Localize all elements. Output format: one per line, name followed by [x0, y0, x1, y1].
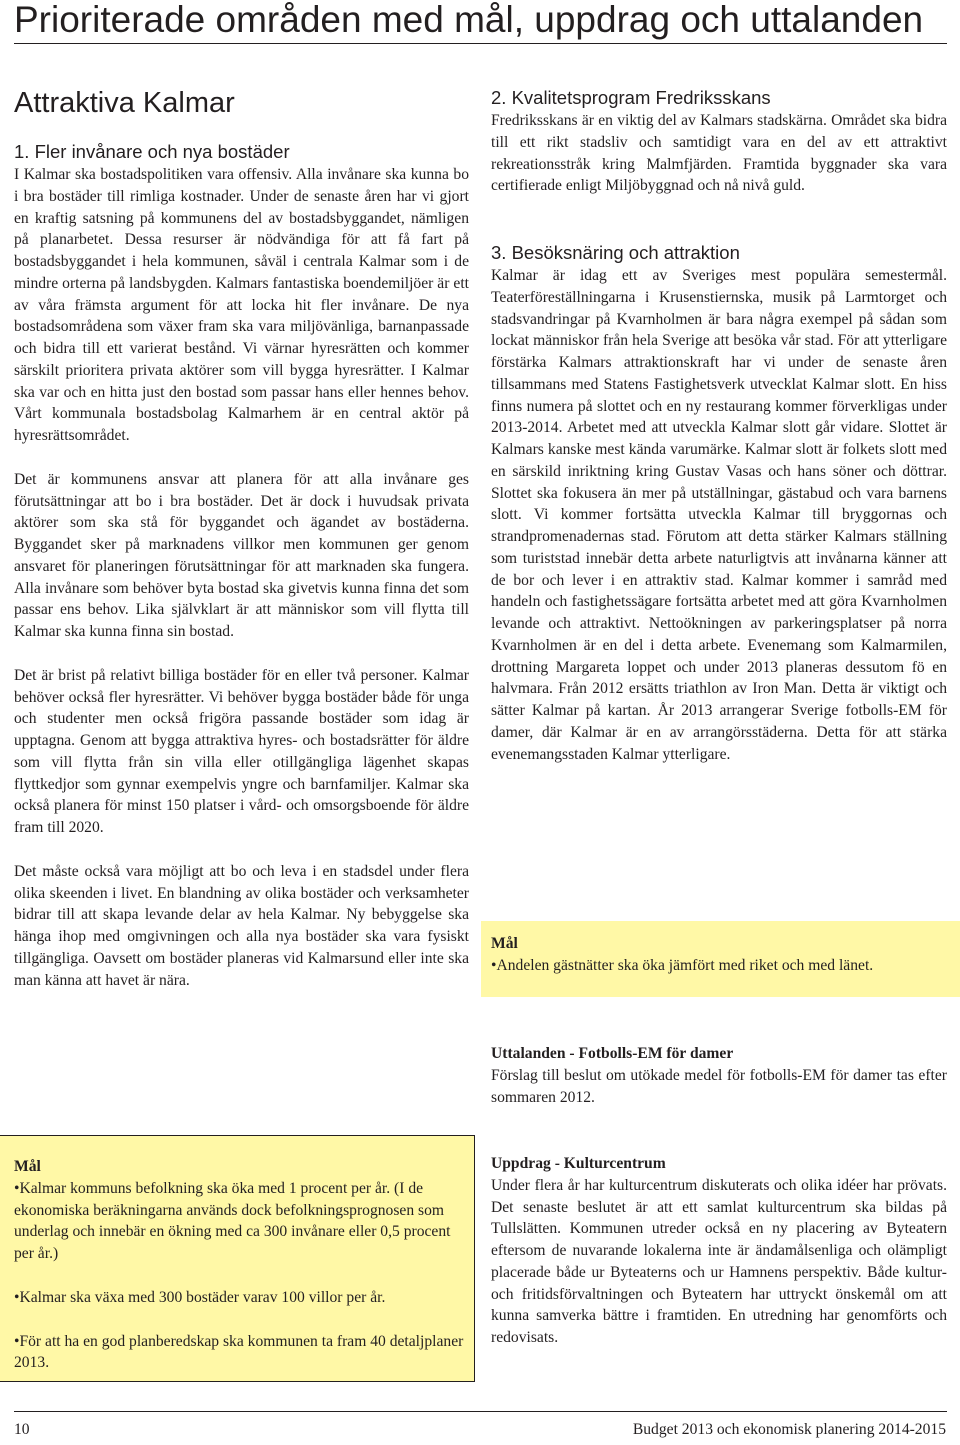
- assignment-block: [491, 1153, 947, 1349]
- statement-title: Uttalanden - Fotbolls-EM för damer: [491, 1045, 734, 1062]
- header-rule: [14, 43, 947, 44]
- page-header-title: Prioriterade områden med mål, uppdrag och uttalanden: [14, 0, 924, 40]
- assignment-text: Under flera år har kulturcentrum diskuterats och olika idéer har prövats. Det senaste beslutet är att ett samlat kulturcentrum ska bildas på Tullslätten. Kommunen utreder också en ny placering av Byteatern eftersom de nuvarande lokalerna inte är ändamålsenliga och olämpligt placerade både ur Byteaterns och ur Hamnens perspektiv. Både kultur- och fritidsförvaltningen och Byteatern har uttryckt önskemål om att kunna samverka bättre i framtiden. En utredning har genomförts och redovisats.: [491, 1176, 947, 1346]
- statement-block: [491, 1043, 947, 1108]
- paragraph-fredriksskans: Fredriksskans är en viktig del av Kalmars stadskärna. Området ska bidra till ett rikt stadsliv och samtidigt vara en del av ett attraktivt rekreationsstråk kring Malmfjärden. Framtida byggnader ska vara certifierade enligt Miljöbyggnad och nå nivå guld.: [491, 112, 947, 195]
- goal-item: •För att ha en god planberedskap ska kommunen ta fram 40 detaljplaner 2013.: [14, 1332, 464, 1372]
- goal-box-right: [481, 921, 960, 997]
- assignment-title: Uppdrag - Kulturcentrum: [491, 1155, 666, 1172]
- goal-box-title: Mål: [491, 935, 518, 952]
- paragraph-2: Det är kommunens ansvar att planera för att alla invånare ges förutsättningar att bo i bra bostäder. Det är dock i huvudsak privata aktörer som ska stå för byggandet och ägandet av bostäderna. Byggandet sker på marknadens villkor men kommunen ger genom ansvaret för planeringen förutsättningar för att marknaden ska fungera. Alla invånare som behöver byta bostad ska givetvis kunna finna det som passar ens behov. Lika självklart är att människor som vill flytta till Kalmar ska kunna finna sin bostad.: [14, 470, 469, 640]
- footer-doc-title: Budget 2013 och ekonomisk planering 2014-2015: [632, 1421, 946, 1438]
- heading-fler-invanare: 1. Fler invånare och nya bostäder: [14, 141, 290, 162]
- paragraph-1: I Kalmar ska bostadspolitiken vara offensiv. Alla invånare ska kunna bo i bra bostäder till rimliga kostnader. Under de senaste åren har vi gjort en kraftig satsning på kommunens del av bostadsbyggandet, nämligen på planarbetet. Dessa resurser är nödvändiga för att få fart på bostadsbyggandet i hela kommunen, såväl i centrala Kalmar som i de mindre orterna på landsbygden. Kalmars fantastiska boendemiljöer är ett av våra främsta argument för att locka hit fler invånare. De nya bostadsområdena som växer fram ska vara miljövänliga, barnanpassade och bidra till ett varierat bestånd. Vi värnar hyresrätten och kommer särskilt prioritera privata aktörer som vill bygga hyresrätter. I Kalmar ska var och en hitta just den bostad som passar hans eller hennes behov. Vårt kommunala bostadsbolag Kalmarhem är en central aktör på hyresrättsområdet.: [14, 166, 469, 444]
- paragraph-3: Det är brist på relativt billiga bostäder för en eller två personer. Kalmar behöver också fler hyresrätter. Vi behöver bygga bostäder både för unga och studenter men också frigöra passande bostäder som idag är upptagna. Genom att bygga attraktiva hyres- och bostadsrätter för äldre som vill flytta från sin villa eller otillgängliga lägenhet skapas flyttkedjor som gynnar exempelvis yngre och barnfamiljer. Kalmar ska också planera för minst 150 platser i vård- och omsorgsboende för äldre fram till 2020.: [14, 666, 469, 836]
- page-number: 10: [14, 1421, 30, 1438]
- goal-item: •Andelen gästnätter ska öka jämfört med riket och med länet.: [491, 956, 874, 974]
- left-column: [14, 140, 469, 991]
- heading-fredriksskans: 2. Kvalitetsprogram Fredriksskans: [491, 87, 771, 108]
- goal-item: •Kalmar kommuns befolkning ska öka med 1 procent per år. (I de ekonomiska beräkningarna används dock befolkningsprognosen som underlag och innebär en ökning med ca 300 invånare eller 0,5 procent per år.): [14, 1179, 451, 1262]
- statement-text: Förslag till beslut om utökade medel för fotbolls-EM för damer tas efter sommaren 2012.: [491, 1066, 947, 1106]
- right-column: [491, 86, 947, 765]
- heading-besoksnaring: 3. Besöksnäring och attraktion: [491, 242, 740, 263]
- goal-box-title: Mål: [14, 1158, 41, 1175]
- section-title: Attraktiva Kalmar: [14, 87, 235, 119]
- goal-box-left: [0, 1135, 475, 1382]
- paragraph-4: Det måste också vara möjligt att bo och leva i en stadsdel under flera olika skeenden i livet. En blandning av olika bostäder och verksamheter bidrar till att skapa levande delar av hela Kalmar. Ny bebyggelse ska hänga ihop med omgivningen och alla nya bostäder ska vara fysiskt tillgängliga. Oavsett om bostäder planeras vid Kalmarsund eller inte ska man känna att havet är nära.: [14, 862, 469, 989]
- goal-item: •Kalmar ska växa med 300 bostäder varav 100 villor per år.: [14, 1288, 386, 1306]
- footer-rule: [14, 1411, 947, 1412]
- paragraph-besoksnaring: Kalmar är idag ett av Sveriges mest populära semestermål. Teaterföreställningarna i Krusenstiernska, musik på Larmtorget och stadsvandringar på Kvarnholmen är bara några exempel på sådan som lockat människor från hela Sverige att besöka vår stad. För att ytterligare förstärka Kalmars attraktionskraft har vi under de senaste åren tillsammans med Statens Fastighetsverk utvecklat Kalmar slott. En hiss finns numera på slottet och en ny restaurang kommer förverkligas under 2013-2014. Arbetet med att utveckla Kalmar slott går vidare. Slottet är Kalmars kanske mest kända varumärke. Kalmar slott är folkets slott med en särskild inriktning kring Gustav Vasas och hans söner och döttrar. Slottet ska fokusera än mer på utställningar, gästabud och vara barnens slott. Vi kommer fortsätta utveckla Kalmar till bryggornas och strandpromenadernas stad. Förutom att detta stärker Kalmars ställning som turiststad innebär detta arbete naturligtvis att invånarna känner att de bor och lever i en attraktiv stad. Kalmar kommer i samråd med handeln och fastighetssägare fortsätta arbetet med att göra Kvarnholmen levande och attraktivt. Nettoökningen av parkeringsplatser på norra Kvarnholmen är en del i detta arbete. Evenemang som Kalmarmilen, drottning Margareta loppet och under 2013 planeras dessutom fö en halvmara. Från 2012 ersätts triathlon av Iron Man. Detta är viktigt och sätter Kalmar på kartan. År 2013 arrangerar Sverige fotbolls-EM för damer, där Kalmar är en av arrangörsstäderna. Detta för att stärka evenemangsstaden Kalmar ytterligare.: [491, 267, 947, 763]
